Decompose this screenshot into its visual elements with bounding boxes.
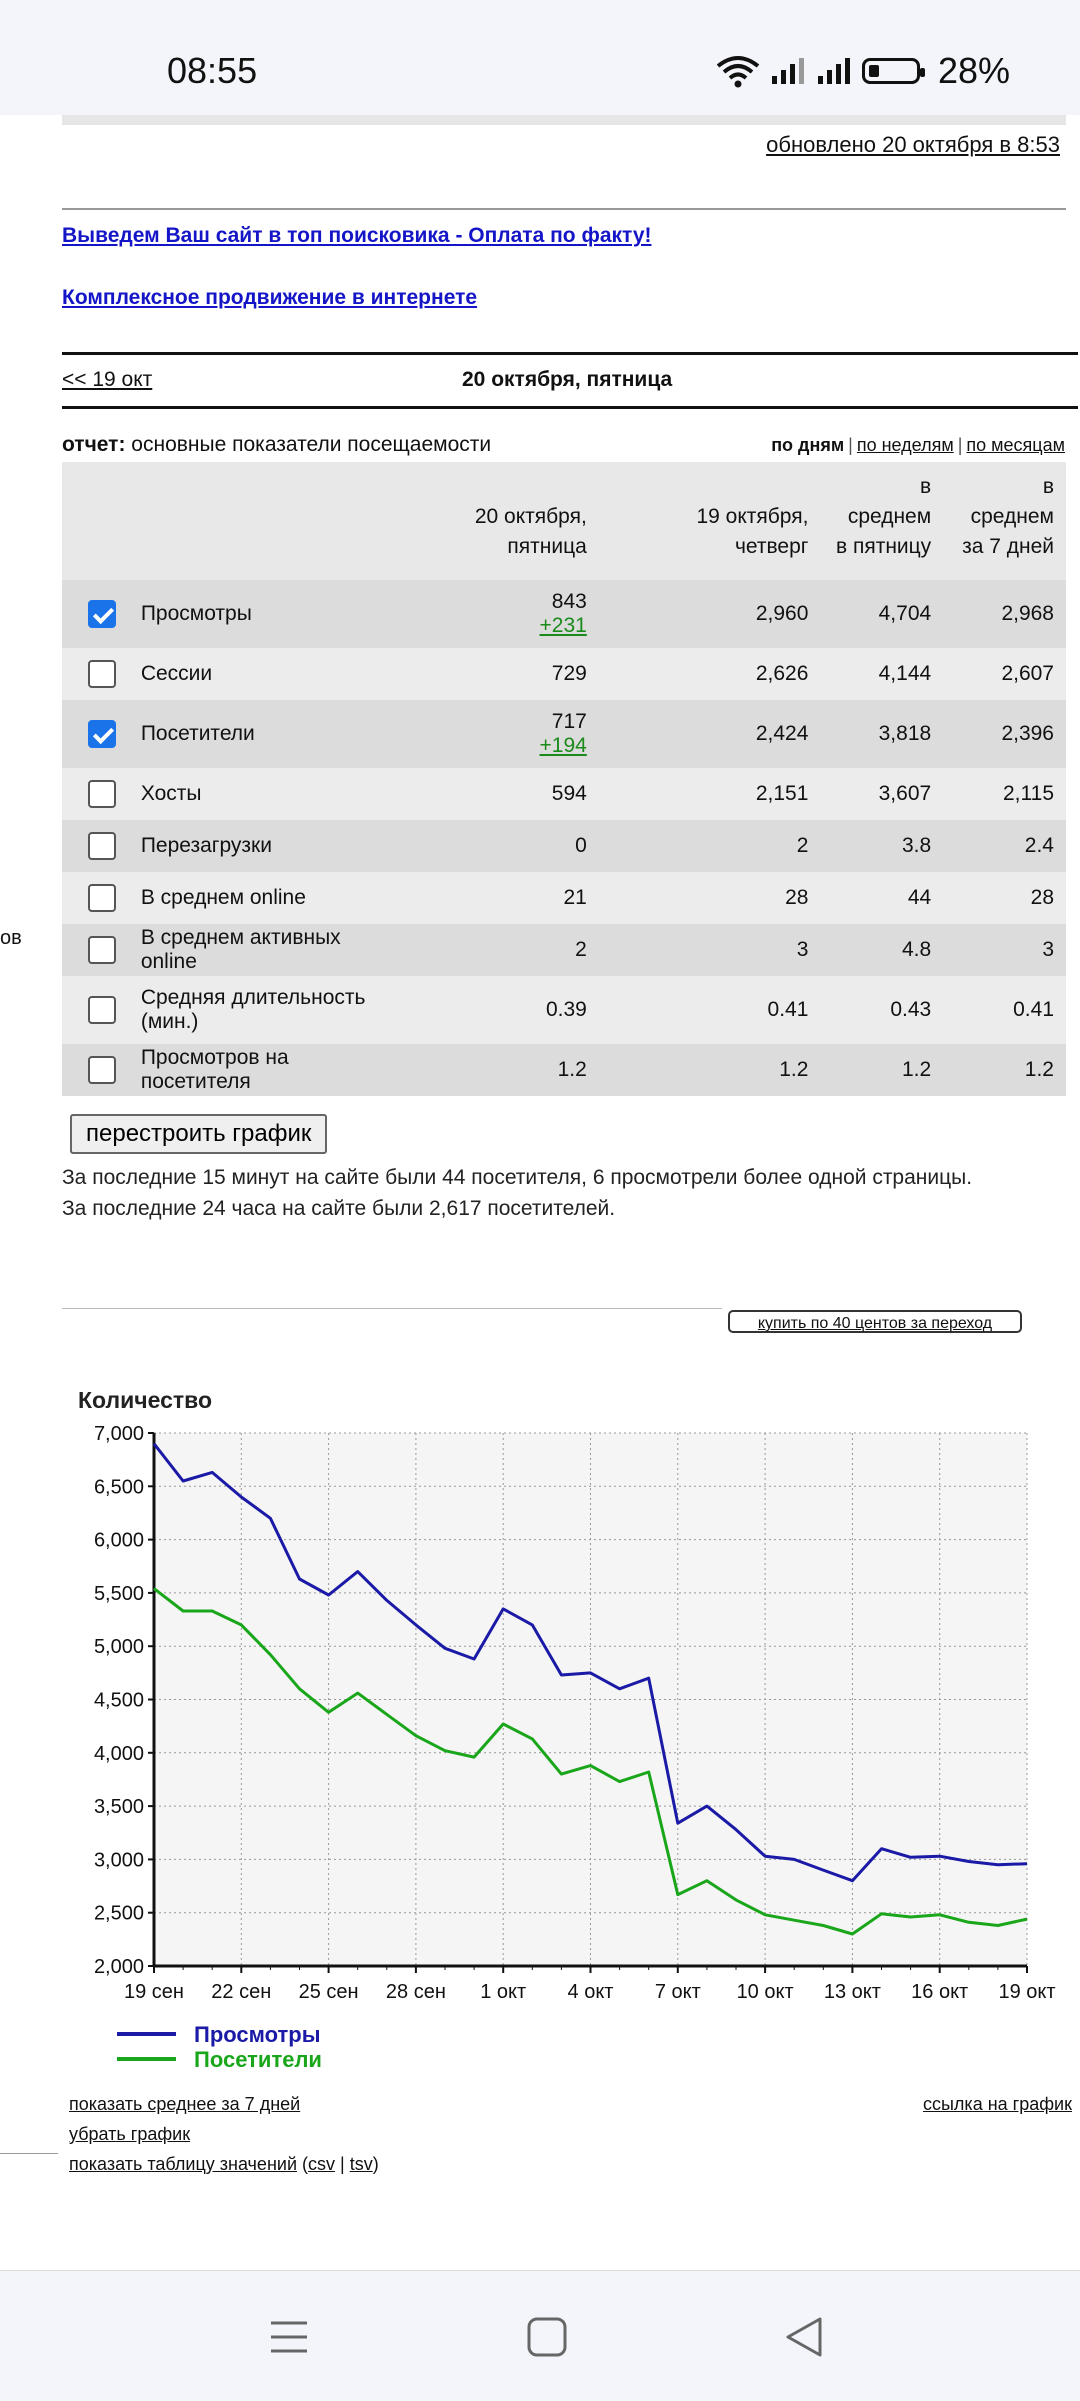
ad-link-promo[interactable]: Комплексное продвижение в интернете — [62, 286, 478, 309]
y-tick-label: 6,000 — [93, 1529, 144, 1552]
show-table-row: показать таблицу значений (csv | tsv) — [69, 2154, 379, 2174]
summary-24h: За последние 24 часа на сайте были 2,617 посетителей. — [62, 1197, 616, 1220]
row-checkbox-cell — [62, 580, 135, 648]
row-label: Посетители — [135, 700, 383, 768]
row-label: Просмотры — [135, 580, 383, 648]
table-row — [62, 820, 1066, 872]
x-tick-label: 28 сен — [385, 1981, 446, 2003]
value-today: 0.39 — [545, 998, 587, 1021]
row-checkbox[interactable] — [88, 996, 116, 1024]
ad-link-top[interactable]: Выведем Ваш сайт в топ поисковика - Оплата по факту! — [62, 224, 652, 247]
period-months[interactable]: по месяцам — [966, 435, 1065, 455]
table-row — [62, 580, 1066, 648]
y-axis-title: Количество — [78, 1387, 213, 1413]
y-tick-label: 7,000 — [93, 1423, 144, 1445]
status-icons — [716, 50, 1010, 92]
cell-avg-7days: 2.4 — [943, 820, 1066, 872]
prev-day-link[interactable]: << 19 окт — [62, 368, 153, 391]
system-nav-bar — [0, 2270, 1080, 2401]
cell-avg-friday: 3,607 — [820, 768, 943, 820]
cell-avg-7days: 2,607 — [943, 648, 1066, 700]
delta-link[interactable]: +231 — [539, 614, 587, 637]
cell-today — [382, 580, 598, 648]
x-tick-label: 22 сен — [211, 1981, 272, 2003]
cell-today — [382, 924, 598, 976]
value-today: 0 — [575, 834, 587, 857]
row-checkbox[interactable] — [88, 600, 116, 628]
cell-avg-friday: 4,704 — [820, 580, 943, 648]
y-tick-label: 2,000 — [93, 1956, 144, 1978]
battery-icon — [862, 58, 920, 84]
cell-yesterday: 3 — [599, 924, 821, 976]
row-checkbox-cell — [62, 820, 135, 872]
x-tick-label: 16 окт — [911, 1981, 969, 2003]
y-tick-label: 5,500 — [93, 1582, 144, 1605]
cell-yesterday: 2,626 — [599, 648, 821, 700]
cell-avg-friday: 3,818 — [820, 700, 943, 768]
value-today: 1.2 — [557, 1058, 587, 1081]
show-table-link[interactable]: показать таблицу значений — [69, 2154, 297, 2174]
row-checkbox-cell — [62, 924, 135, 976]
value-today: 21 — [563, 886, 587, 909]
chart-divider — [62, 1308, 722, 1309]
cell-avg-7days: 1.2 — [943, 1044, 1066, 1096]
value-today: 843 — [551, 590, 587, 613]
table-header — [62, 462, 1066, 580]
row-checkbox-cell — [62, 700, 135, 768]
buy-traffic-button[interactable]: купить по 40 центов за переход — [728, 1310, 1022, 1333]
col-avg-friday: в среднем в пятницу — [820, 462, 943, 580]
cell-avg-friday: 3.8 — [820, 820, 943, 872]
table-row — [62, 648, 1066, 700]
period-weeks[interactable]: по неделям — [856, 435, 954, 455]
y-tick-label: 6,500 — [93, 1476, 144, 1499]
y-tick-label: 3,500 — [93, 1796, 144, 1819]
home-icon[interactable] — [523, 2313, 571, 2361]
x-tick-label: 19 окт — [998, 1981, 1056, 2003]
header-strip — [62, 115, 1066, 125]
cell-avg-7days: 2,115 — [943, 768, 1066, 820]
status-bar — [0, 0, 1080, 115]
x-tick-label: 4 окт — [567, 1981, 614, 2003]
cell-avg-friday: 4.8 — [820, 924, 943, 976]
stats-table — [62, 462, 1066, 1096]
x-tick-label: 7 окт — [654, 1981, 701, 2003]
row-checkbox[interactable] — [88, 660, 116, 688]
row-label: Средняя длительность (мин.) — [135, 976, 383, 1044]
row-checkbox[interactable] — [88, 884, 116, 912]
csv-link[interactable]: csv — [308, 2154, 335, 2174]
delta-link[interactable]: +194 — [539, 734, 587, 757]
remove-chart-link[interactable]: убрать график — [69, 2124, 191, 2144]
report-label-bold: отчет: — [62, 433, 126, 456]
row-checkbox-cell — [62, 768, 135, 820]
side-stub-line — [0, 2153, 58, 2154]
cell-today — [382, 1044, 598, 1096]
menu-icon[interactable] — [265, 2313, 313, 2361]
nav-top-border — [62, 352, 1078, 355]
row-checkbox[interactable] — [88, 1056, 116, 1084]
report-label-text: основные показатели посещаемости — [125, 433, 492, 456]
wifi-icon — [716, 54, 760, 88]
row-checkbox[interactable] — [88, 720, 116, 748]
row-label: В среднем активных online — [135, 924, 383, 976]
col-yesterday: 19 октября, четверг — [599, 462, 821, 580]
row-checkbox-cell — [62, 976, 135, 1044]
row-checkbox-cell — [62, 872, 135, 924]
legend-label: Посетители — [194, 2047, 322, 2072]
signal-icon — [770, 56, 806, 86]
row-label: Просмотров на посетителя — [135, 1044, 383, 1096]
legend-label: Просмотры — [194, 2022, 321, 2047]
signal-icon-2 — [816, 56, 852, 86]
row-checkbox-cell — [62, 648, 135, 700]
cell-avg-friday: 1.2 — [820, 1044, 943, 1096]
cell-today — [382, 700, 598, 768]
cell-yesterday: 28 — [599, 872, 821, 924]
cell-avg-7days: 2,968 — [943, 580, 1066, 648]
updated-link[interactable]: обновлено 20 октября в 8:53 — [766, 132, 1060, 157]
value-today: 594 — [551, 782, 587, 805]
x-tick-label: 25 сен — [298, 1981, 359, 2003]
row-label: Сессии — [135, 648, 383, 700]
row-checkbox[interactable] — [88, 936, 116, 964]
cell-avg-7days: 2,396 — [943, 700, 1066, 768]
chart — [62, 1370, 1072, 2095]
table-row — [62, 924, 1066, 976]
cell-today — [382, 768, 598, 820]
summary-15min: За последние 15 минут на сайте были 44 посетителя, 6 просмотрели более одной страницы. — [62, 1166, 973, 1189]
divider — [62, 208, 1066, 210]
cell-yesterday: 2,151 — [599, 768, 821, 820]
cell-avg-7days: 0.41 — [943, 976, 1066, 1044]
row-checkbox-cell — [62, 1044, 135, 1096]
current-day-title: 20 октября, пятница — [462, 368, 673, 391]
cell-avg-friday: 0.43 — [820, 976, 943, 1044]
row-label: В среднем online — [135, 872, 383, 924]
cell-yesterday: 2 — [599, 820, 821, 872]
line-chart — [62, 1370, 1072, 2090]
table-row — [62, 1044, 1066, 1096]
value-today: 2 — [575, 938, 587, 961]
cell-today — [382, 648, 598, 700]
back-icon[interactable] — [780, 2313, 828, 2361]
y-tick-label: 4,500 — [93, 1689, 144, 1712]
cell-avg-7days: 3 — [943, 924, 1066, 976]
col-avg-7days: в среднем за 7 дней — [943, 462, 1066, 580]
table-row — [62, 976, 1066, 1044]
cell-today — [382, 820, 598, 872]
cell-today — [382, 976, 598, 1044]
x-tick-label: 13 окт — [823, 1981, 881, 2003]
report-label — [62, 433, 491, 457]
x-tick-label: 10 окт — [736, 1981, 794, 2003]
cell-avg-7days: 28 — [943, 872, 1066, 924]
table-row — [62, 700, 1066, 768]
row-checkbox[interactable] — [88, 832, 116, 860]
battery-percent: 28% — [937, 50, 1010, 91]
side-stub-text: ов — [0, 927, 22, 949]
y-tick-label: 2,500 — [93, 1902, 144, 1925]
row-checkbox[interactable] — [88, 780, 116, 808]
row-label: Перезагрузки — [135, 820, 383, 872]
row-label: Хосты — [135, 768, 383, 820]
period-days[interactable]: по дням — [771, 435, 845, 455]
y-tick-label: 4,000 — [93, 1742, 144, 1765]
value-today: 729 — [551, 662, 587, 685]
period-switch: по дням | по неделям | по месяцам — [771, 435, 1065, 455]
cell-yesterday: 2,424 — [599, 700, 821, 768]
nav-bottom-border — [62, 406, 1078, 409]
show-average-link[interactable]: показать среднее за 7 дней — [69, 2094, 301, 2114]
y-tick-label: 3,000 — [93, 1849, 144, 1872]
chart-link[interactable]: ссылка на график — [922, 2094, 1072, 2114]
cell-yesterday: 2,960 — [599, 580, 821, 648]
col-today: 20 октября, пятница — [382, 462, 598, 580]
value-today: 717 — [551, 710, 587, 733]
y-tick-label: 5,000 — [93, 1636, 144, 1659]
table-row — [62, 768, 1066, 820]
cell-yesterday: 1.2 — [599, 1044, 821, 1096]
cell-yesterday: 0.41 — [599, 976, 821, 1044]
table-row — [62, 872, 1066, 924]
cell-avg-friday: 4,144 — [820, 648, 943, 700]
rebuild-chart-button[interactable]: перестроить график — [70, 1114, 327, 1154]
x-tick-label: 1 окт — [480, 1981, 527, 2003]
cell-today — [382, 872, 598, 924]
x-tick-label: 19 сен — [124, 1981, 184, 2003]
tsv-link[interactable]: tsv — [349, 2154, 373, 2174]
cell-avg-friday: 44 — [820, 872, 943, 924]
clock: 08:55 — [167, 50, 258, 91]
